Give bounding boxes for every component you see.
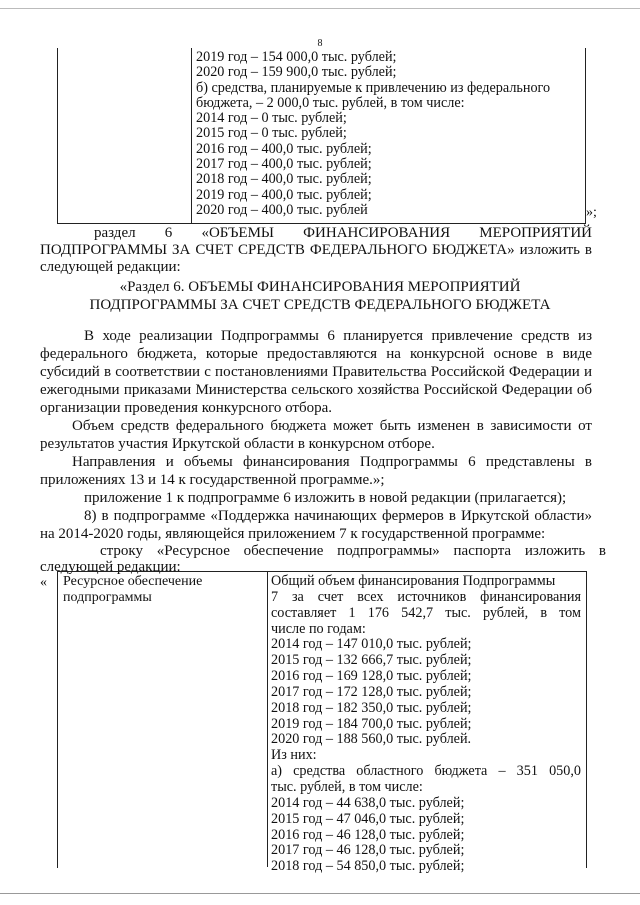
top-table-column-divider	[191, 48, 192, 223]
paragraph-line: федерального бюджета, которые предоставляются на конкурсной основе в виде	[40, 346, 592, 362]
table-line: 2017 год – 172 128,0 тыс. рублей;	[271, 683, 472, 700]
page-number: 8	[317, 38, 323, 49]
paragraph-line: Объем средств федерального бюджета может быть изменен в зависимости от	[72, 418, 592, 434]
section-line: раздел 6 «ОБЪЕМЫ ФИНАНСИРОВАНИЯ МЕРОПРИЯТИЙ	[94, 225, 592, 241]
table-line: 2018 год – 182 350,0 тыс. рублей;	[271, 699, 472, 716]
table-line: 2016 год – 46 128,0 тыс. рублей;	[271, 826, 465, 843]
table-line: 2015 год – 132 666,7 тыс. рублей;	[271, 652, 472, 669]
table-line: тыс. рублей, в том числе:	[271, 778, 423, 795]
paragraph-line: строку «Ресурсное обеспечение подпрограммы» паспорта изложить в	[100, 543, 606, 559]
opening-quote: «	[40, 575, 47, 590]
paragraph-line: ежегодными приказами Министерства сельского хозяйства Российской Федерации об	[40, 382, 592, 398]
table-line: 2014 год – 44 638,0 тыс. рублей;	[271, 794, 465, 811]
table-line: 2015 год – 47 046,0 тыс. рублей;	[271, 810, 465, 827]
table-line: 2014 год – 0 тыс. рублей;	[196, 110, 347, 127]
paragraph-line: Направления и объемы финансирования Подпрограммы 6 представлены в	[72, 454, 592, 470]
table-line: числе по годам:	[271, 620, 366, 637]
table-line: 2014 год – 147 010,0 тыс. рублей;	[271, 636, 472, 653]
table-line: Из них:	[271, 747, 317, 764]
table-line: 2019 год – 184 700,0 тыс. рублей;	[271, 715, 472, 732]
top-table-right-cell	[196, 50, 550, 218]
table-line: бюджета, – 2 000,0 тыс. рублей, в том числе:	[196, 94, 465, 111]
paragraph-line: субсидий в соответствии с постановлениями Правительства Российской Федерации и	[40, 364, 592, 380]
table-line: 2016 год – 400,0 тыс. рублей;	[196, 140, 372, 157]
table-line: Ресурсное обеспечение	[63, 574, 203, 589]
paragraph-line: на 2014-2020 годы, являющейся приложением 7 к государственной программе:	[40, 526, 546, 542]
table-line: 2017 год – 46 128,0 тыс. рублей;	[271, 842, 465, 859]
resource-table-column-divider	[267, 571, 268, 867]
paragraph-line: результатов участия Иркутской области в конкурсном отборе.	[40, 436, 435, 452]
table-line: 2020 год – 188 560,0 тыс. рублей.	[271, 731, 472, 748]
paragraph-line: организации проведения конкурсного отбора.	[40, 400, 332, 416]
section-line: ПОДПРОГРАММЫ ЗА СЧЕТ СРЕДСТВ ФЕДЕРАЛЬНОГО БЮДЖЕТА» изложить в	[40, 242, 592, 258]
paragraph-line: следующей редакции:	[40, 559, 181, 575]
table-line: 2018 год – 54 850,0 тыс. рублей;	[271, 858, 465, 875]
table-line: 2015 год – 0 тыс. рублей;	[196, 125, 347, 142]
table-line: б) средства, планируемые к привлечению из федерального	[196, 79, 551, 96]
paragraph-line: 8) в подпрограмме «Поддержка начинающих фермеров в Иркутской области»	[84, 508, 592, 524]
table-line: Общий объем финансирования Подпрограммы	[271, 573, 556, 589]
table-line: 2019 год – 154 000,0 тыс. рублей;	[196, 49, 397, 65]
section-line: следующей редакции:	[40, 259, 181, 275]
bottom-scan-edge	[0, 893, 640, 894]
table-line: 2017 год – 400,0 тыс. рублей;	[196, 156, 372, 173]
table-line: 2016 год – 169 128,0 тыс. рублей;	[271, 668, 472, 685]
table-line: составляет 1 176 542,7 тыс. рублей, в том	[271, 604, 581, 621]
table-line: 7 за счет всех источников финансирования	[271, 588, 581, 605]
table-line: а) средства областного бюджета – 351 050,0	[271, 763, 581, 780]
table-line: 2019 год – 400,0 тыс. рублей;	[196, 186, 372, 203]
top-scan-edge	[0, 8, 640, 9]
table-line: 2020 год – 159 900,0 тыс. рублей;	[196, 64, 397, 81]
table-line: подпрограммы	[63, 590, 152, 605]
paragraph-line: В ходе реализации Подпрограммы 6 планируется привлечение средств из	[84, 328, 592, 344]
paragraph-line: приложение 1 к подпрограмме 6 изложить в новой редакции (прилагается);	[84, 490, 567, 506]
paragraph-line: приложениях 13 и 14 к государственной программе.»;	[40, 472, 385, 488]
table-line: 2018 год – 400,0 тыс. рублей;	[196, 171, 372, 188]
resource-table-left-cell	[63, 574, 202, 606]
section-heading: ПОДПРОГРАММЫ ЗА СЧЕТ СРЕДСТВ ФЕДЕРАЛЬНОГО БЮДЖЕТА	[89, 297, 551, 313]
closing-quote: »;	[586, 205, 597, 220]
resource-table-right-cell	[271, 574, 581, 875]
table-line: 2020 год – 400,0 тыс. рублей	[196, 201, 368, 218]
section-heading: «Раздел 6. ОБЪЕМЫ ФИНАНСИРОВАНИЯ МЕРОПРИЯТИЙ	[119, 279, 521, 295]
